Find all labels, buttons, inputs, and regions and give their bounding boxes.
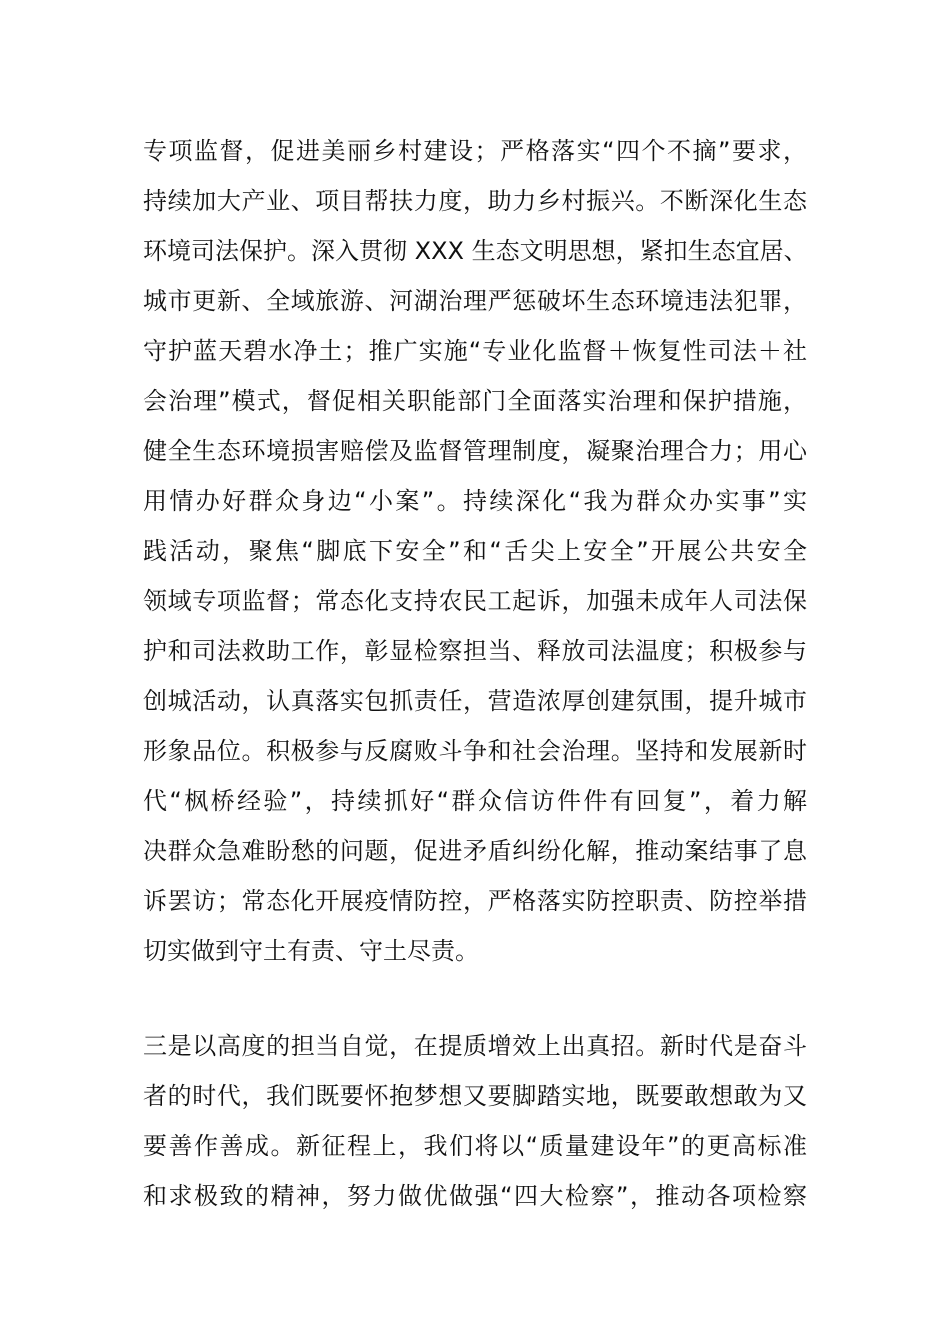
text-line: 领域专项监督；常态化支持农民工起诉，加强未成年人司法保 <box>143 587 807 615</box>
text-line: 城市更新、全域旅游、河湖治理严惩破坏生态环境违法犯罪， <box>143 287 807 315</box>
text-line: 专项监督，促进美丽乡村建设；严格落实“四个不摘”要求， <box>143 137 807 165</box>
text-line: 环境司法保护。深入贯彻 XXX 生态文明思想，紧扣生态宜居、 <box>143 237 808 265</box>
text-line: 要善作善成。新征程上，我们将以“质量建设年”的更高标准 <box>143 1132 807 1160</box>
text-line: 践活动，聚焦“脚底下安全”和“舌尖上安全”开展公共安全 <box>143 537 807 565</box>
text-line: 和求极致的精神，努力做优做强“四大检察”，推动各项检察 <box>143 1182 807 1210</box>
text-line: 三是以高度的担当自觉，在提质增效上出真招。新时代是奋斗 <box>143 1032 807 1060</box>
paragraph-2 <box>143 1021 807 1221</box>
text-line: 守护蓝天碧水净土；推广实施“专业化监督＋恢复性司法＋社 <box>143 337 807 365</box>
text-line: 持续加大产业、项目帮扶力度，助力乡村振兴。不断深化生态 <box>143 187 807 215</box>
text-line: 健全生态环境损害赔偿及监督管理制度，凝聚治理合力；用心 <box>143 437 807 465</box>
text-line: 决群众急难盼愁的问题，促进矛盾纠纷化解，推动案结事了息 <box>143 837 807 865</box>
paragraph-1 <box>143 126 807 976</box>
text-line: 者的时代，我们既要怀抱梦想又要脚踏实地，既要敢想敢为又 <box>143 1082 807 1110</box>
text-line: 切实做到守土有责、守土尽责。 <box>143 937 479 965</box>
text-line: 形象品位。积极参与反腐败斗争和社会治理。坚持和发展新时 <box>143 737 807 765</box>
text-line: 用情办好群众身边“小案”。持续深化“我为群众办实事”实 <box>143 487 807 515</box>
text-line: 创城活动，认真落实包抓责任，营造浓厚创建氛围，提升城市 <box>143 687 807 715</box>
text-line: 会治理”模式，督促相关职能部门全面落实治理和保护措施， <box>143 387 807 415</box>
text-line: 护和司法救助工作，彰显检察担当、释放司法温度；积极参与 <box>143 637 807 665</box>
text-line: 代“枫桥经验”，持续抓好“群众信访件件有回复”，着力解 <box>143 787 807 815</box>
text-line: 诉罢访；常态化开展疫情防控，严格落实防控职责、防控举措 <box>143 887 807 915</box>
